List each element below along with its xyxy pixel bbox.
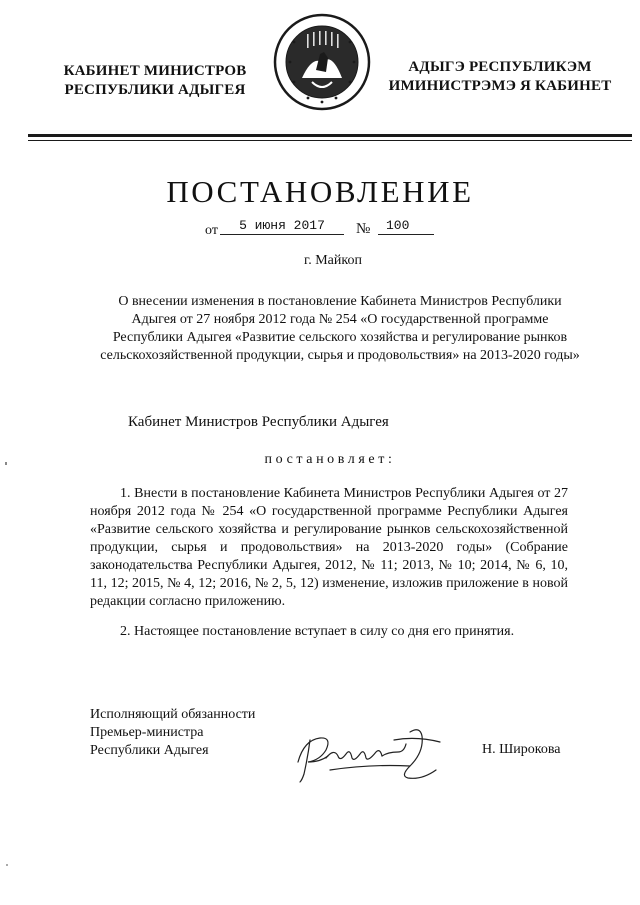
paragraph-2: 2. Настоящее постановление вступает в силу со дня его принятия. — [120, 624, 515, 639]
document-title: ПОСТАНОВЛЕНИЕ — [166, 174, 474, 209]
number-prefix: № — [356, 221, 371, 237]
document-number: 100 — [378, 218, 434, 235]
adygea-coat-of-arms-icon — [272, 12, 372, 112]
header-left-line2: РЕСПУБЛИКИ АДЫГЕЯ — [64, 82, 246, 98]
signer-name: Н. Широкова — [482, 742, 561, 757]
city: г. Майкоп — [304, 253, 362, 268]
handwritten-signature — [290, 722, 450, 786]
date-prefix: от — [205, 223, 218, 238]
header-left — [50, 62, 260, 100]
signer-position — [90, 706, 255, 760]
header-right-line2: ИМИНИСТРЭМЭ Я КАБИНЕТ — [388, 78, 612, 94]
header-right-line1: АДЫГЭ РЕСПУБЛИКЭМ — [408, 59, 592, 75]
document-subject: О внесении изменения в постановление Кабинета Министров Республики Адыгея от 27 ноября 2012 года № 254 «О государственной программе Республики Адыгея «Развитие сельского хозяйства и регулирование рынков сельскохозяйственной продукции, сырья и продовольствия» на 2013-2020 годы» — [100, 294, 580, 363]
paragraph-1: 1. Внести в постановление Кабинета Министров Республики Адыгея от 27 ноября 2012 года № 254 «О государственной программе Республики Адыгея «Развитие сельского хозяйства и регулирование рынков сельскохозяйственной продукции, сырья и продовольствия» на 2013-2020 годы» (Собрание законодательства Республики Адыгея, 2012, № 11; 2013, № 10; 2014, № 6, 10, 11, 12; 2015, № 4, 12; 2016, № 2, 5, 12) изменение, изложив приложение в новой редакции согласно приложению. — [90, 486, 568, 609]
signer-position-line1: Исполняющий обязанности — [90, 707, 256, 722]
issuer: Кабинет Министров Республики Адыгея — [128, 414, 389, 430]
signer-position-line2: Премьер-министра — [90, 725, 204, 740]
scan-speck — [5, 462, 7, 465]
header-divider-thin — [28, 140, 632, 141]
header-left-line1: КАБИНЕТ МИНИСТРОВ — [63, 63, 247, 79]
header-right — [382, 58, 618, 96]
scan-speck — [6, 864, 8, 866]
decrees-word: постановляет: — [264, 452, 396, 467]
signer-position-line3: Республики Адыгея — [90, 743, 209, 758]
document-date: 5 июня 2017 — [220, 218, 344, 235]
header-divider-thick — [28, 134, 632, 137]
